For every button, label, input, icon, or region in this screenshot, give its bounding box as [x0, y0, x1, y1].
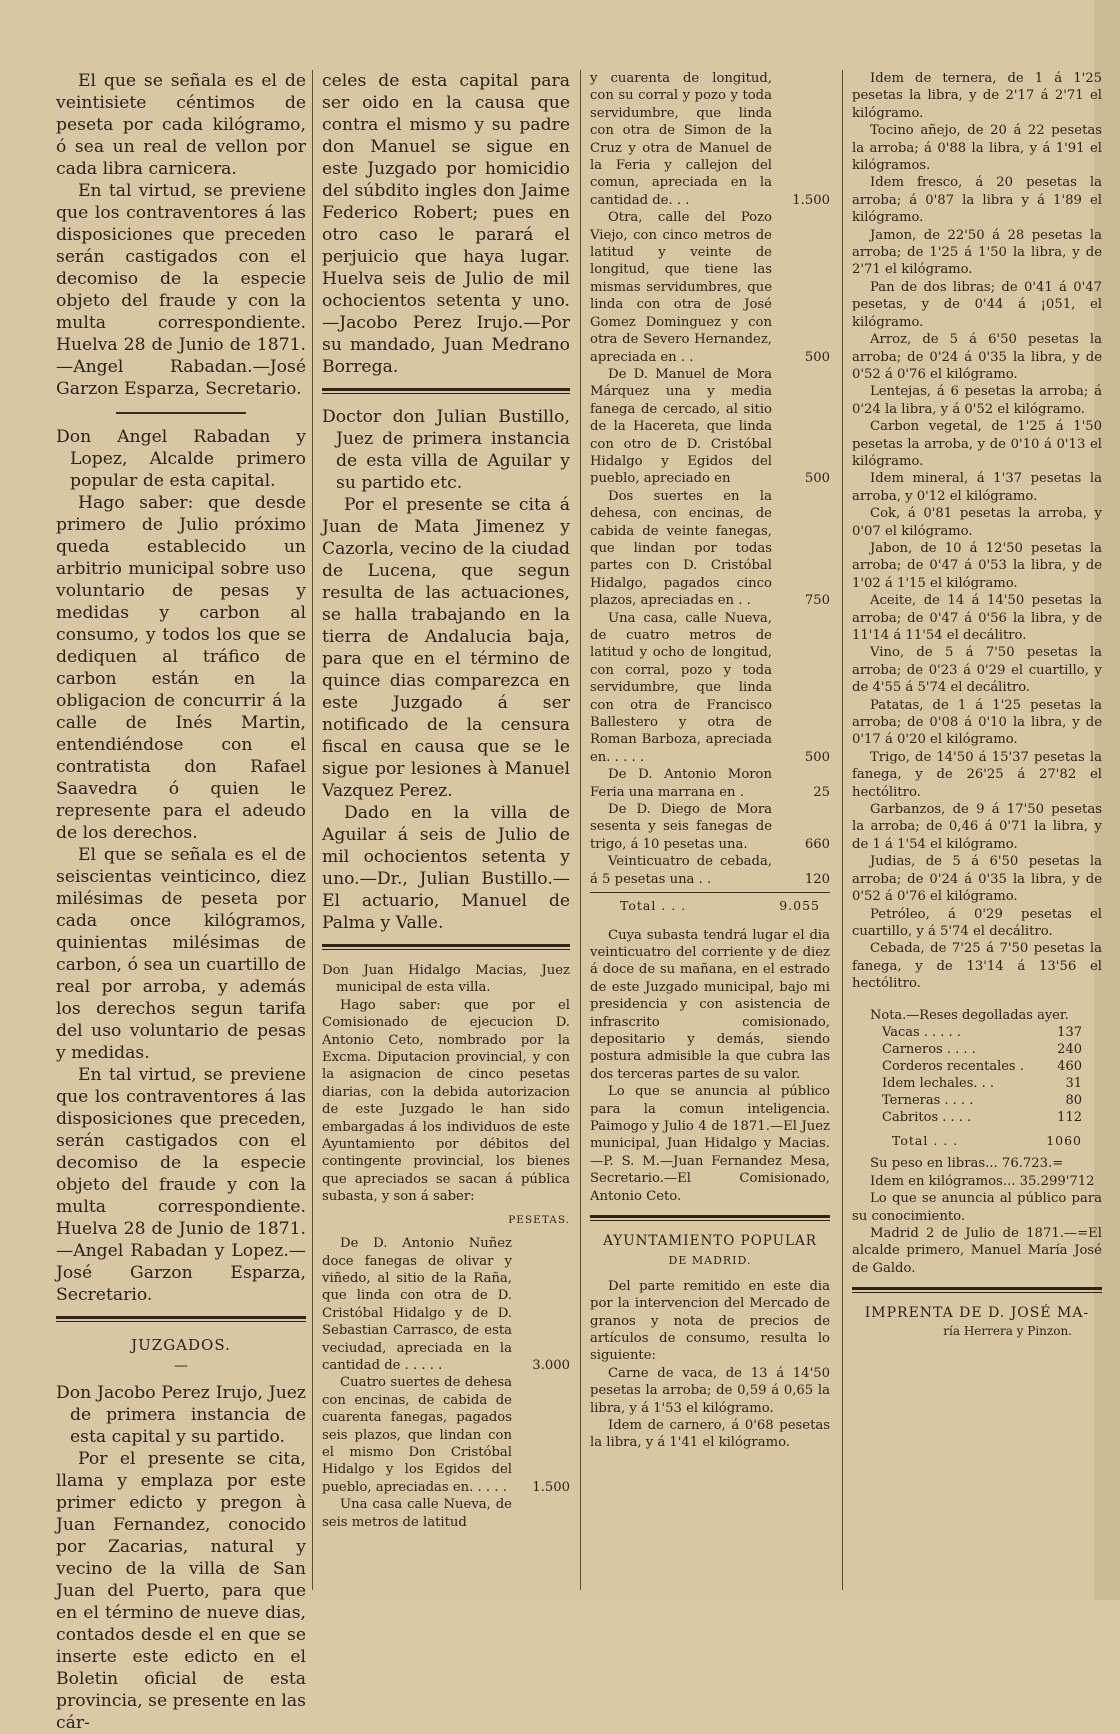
price-item: Arroz, de 5 á 6'50 pesetas la arroba; de 0'24 á 0'35 la libra, y de 0'52 á 0'76 el kilógramo. [852, 332, 1102, 382]
item-text: Cuatro suertes de dehesa con encinas, de cabida de cuarenta fanegas, pagados seis plazos, que lindan con el mismo Don Cristóbal Hidalgo y los Egidos del pueblo, apreciadas en. . . . . [322, 1375, 512, 1495]
row-label: Carneros . . . . [882, 1041, 976, 1057]
item-amount: 1.500 [532, 1479, 570, 1495]
item-amount: 500 [804, 349, 830, 365]
list-item [322, 1496, 570, 1531]
paragraph: Por el presente se cita á Juan de Mata Jimenez y Cazorla, vecino de la ciudad de Lucena, que segun resulta de las actuaciones, se halla trabajando en la tierra de Andalucia baja, para que en el término de quince dias comparezca en este Juzgado á ser notificado de la censura fiscal en causa que se le sigue por lesiones à Manuel Vazquez Perez. [322, 495, 570, 801]
list-item [590, 366, 830, 488]
section-rule [590, 1215, 830, 1221]
edict-title: Don Jacobo Perez Irujo, Juez de primera instancia de esta capital y su partido. [56, 1383, 306, 1447]
price-item: Petróleo, á 0'29 pesetas el cuartillo, y á 5'74 el decálitro. [852, 906, 1102, 939]
paragraph: Dado en la villa de Aguilar á seis de Julio de mil ochocientos setenta y uno.—Dr., Julian Bustillo.—El actuario, Manuel de Palma y Valle. [322, 803, 570, 933]
list-item [590, 610, 830, 767]
heading-dash: — [174, 1358, 188, 1374]
price-item: Idem mineral, á 1'37 pesetas la arroba, y 0'12 el kilógramo. [852, 471, 1102, 504]
column-4 [852, 70, 1102, 1585]
table-row [852, 1075, 1102, 1092]
edict-title: Don Angel Rabadan y Lopez, Alcalde primero popular de esta capital. [56, 427, 306, 491]
section-rule [322, 388, 570, 394]
column-3 [590, 70, 830, 1585]
paragraph: Por el presente se cita, llama y emplaza por este primer edicto y pregon à Juan Fernandez, conocido por Zacarias, natural y vecino de la villa de San Juan del Puerto, para que en el término de nueve dias, contados desde el en que se inserte este edicto en el Boletin oficial de esta provincia, se presente en las cár- [56, 1449, 306, 1733]
column-2 [322, 70, 570, 1585]
row-value: 137 [1057, 1024, 1082, 1040]
paragraph: Carne de vaca, de 13 á 14'50 pesetas la arroba; de 0,59 á 0,65 la libra, y á 1'53 el kilógramo. [590, 1365, 830, 1416]
paragraph: El que se señala es el de seiscientas veinticinco, diez milésimas de peseta por cada once kilógramos, quinientas milésimas de carbon, ó sea un cuartillo de real por arroba, y además los derechos segun tarifa del uso voluntario de pesas y medidas. [56, 845, 306, 1063]
total-row [852, 1126, 1102, 1155]
list-item [590, 766, 830, 801]
section-subheading: DE MADRID. [668, 1254, 752, 1268]
list-item [322, 1374, 570, 1496]
list-item [590, 853, 830, 888]
paragraph: Lo que se anuncia al público para su conocimiento. [852, 1191, 1102, 1224]
paragraph: celes de esta capital para ser oido en la causa que contra el mismo y su padre don Manuel se sigue en este Juzgado por homicidio del súbdito ingles don Jaime Federico Robert; pues en otro caso le parará el perjuicio que haya lugar. Huelva seis de Julio de mil ochocientos setenta y uno.—Jacobo Perez Irujo.—Por su mandado, Juan Medrano Borrega. [322, 71, 570, 377]
item-text: Una casa, calle Nueva, de cuatro metros de latitud y ocho de longitud, con corral, pozo y toda servidumbre, que linda con otra de Francisco Ballestero y otra de Roman Barboza, apreciada en. . . . . [590, 610, 772, 765]
price-item: Idem de ternera, de 1 á 1'25 pesetas la libra, y de 2'17 á 2'71 el kilógramo. [852, 71, 1102, 121]
price-item: Cebada, de 7'25 á 7'50 pesetas la fanega, y de 13'14 á 13'56 el hectólitro. [852, 941, 1102, 992]
price-item: Tocino añejo, de 20 á 22 pesetas la arroba; á 0'88 la libra, y á 1'91 el kilógramos. [852, 123, 1102, 174]
list-item [590, 488, 830, 610]
row-value: 112 [1057, 1109, 1082, 1125]
section-heading: JUZGADOS. [131, 1336, 231, 1354]
list-item [590, 209, 830, 366]
item-amount: 750 [804, 593, 830, 609]
item-text: De D. Manuel de Mora Márquez una y media fanega de cercado, al sitio de la Hacereta, que linda con otro de D. Cristóbal Hidalgo y Egidos del pueblo, apreciado en [590, 366, 772, 487]
item-text: Dos suertes en la dehesa, con encinas, de cabida de veinte fanegas, que lindan por todas partes con D. Cristóbal Hidalgo, pagados cinco plazos, apreciadas en . . [590, 488, 772, 609]
item-amount: 500 [804, 749, 830, 765]
paragraph: En tal virtud, se previene que los contraventores á las disposiciones que preceden serán castigados con el decomiso de la especie objeto del fraude y con la multa correspondiente. Huelva 28 de Junio de 1871.—Angel Rabadan.—José Garzon Esparza, Secretario. [56, 181, 306, 399]
price-item: Patatas, de 1 á 1'25 pesetas la arroba; de 0'08 á 0'10 la libra, y de 0'17 á 0'20 el kilógramo. [852, 697, 1102, 748]
table-row [852, 1041, 1102, 1058]
row-label: Idem lechales. . . [882, 1075, 995, 1091]
item-amount: 660 [804, 836, 830, 852]
row-label: Cabritos . . . . [882, 1109, 972, 1125]
column-rule [312, 70, 313, 1590]
table-row [852, 1024, 1102, 1041]
edict-title: Don Juan Hidalgo Macias, Juez municipal de esta villa. [322, 963, 570, 996]
weight-line: Su peso en libras... 76.723.= [870, 1156, 1064, 1172]
price-item: Trigo, de 14'50 á 15'37 pesetas la fanega, y de 26'25 á 27'82 el hectólitro. [852, 749, 1102, 800]
paragraph: Hago saber: que por el Comisionado de ejecucion D. Antonio Ceto, nombrado por la Excma. Diputacion provincial, y con la asignacion de cinco pesetas diarias, con la debida autorizacion de este Juzgado le han sido embargadas á los individuos de este Ayuntamiento por débitos del contingente provincial, los bienes que apreciados se sacan á pública subasta, y son á saber: [322, 997, 570, 1205]
pesetas-label: PESETAS. [508, 1213, 570, 1226]
separator [116, 412, 246, 414]
printer-imprint: IMPRENTA DE D. JOSÉ MA- [864, 1305, 1090, 1322]
column-1 [56, 70, 306, 1733]
item-amount: 500 [804, 471, 830, 487]
item-text: y cuarenta de longitud, con su corral y pozo y toda servidumbre, que linda con otra de Simon de la Cruz y otra de Manuel de la Feria y callejon del comun, apreciada en la cantidad de. . . [590, 71, 772, 208]
paragraph: Del parte remitido en este dia por la intervencion del Mercado de granos y nota de precios de artículos de consumo, resulta lo siguiente: [590, 1278, 830, 1364]
price-item: Carbon vegetal, de 1'25 á 1'50 pesetas la arroba, y de 0'10 á 0'13 el kilógramo. [852, 419, 1102, 469]
total-amount: 9.055 [779, 898, 820, 914]
section-rule [852, 1287, 1102, 1293]
list-item [590, 801, 830, 853]
table-row [852, 1092, 1102, 1109]
edict-title: Doctor don Julian Bustillo, Juez de primera instancia de esta villa de Aguilar y su partido etc. [322, 407, 570, 493]
row-value: 31 [1065, 1075, 1082, 1091]
section-rule [56, 1316, 306, 1322]
total-label: Total . . . [620, 898, 687, 914]
row-value: 80 [1065, 1092, 1082, 1108]
row-label: Vacas . . . . . [882, 1024, 961, 1040]
price-item: Idem fresco, á 20 pesetas la arroba; á 0'87 la libra y á 1'89 el kilógramo. [852, 175, 1102, 226]
item-text: De D. Antonio Moron Feria una marrana en . [590, 767, 772, 800]
item-text: Una casa calle Nueva, de seis metros de latitud [322, 1497, 512, 1530]
column-rule [580, 70, 581, 1590]
row-label: Corderos recentales . [882, 1058, 1024, 1074]
list-item [322, 1235, 570, 1374]
weight-line: Idem en kilógramos... 35.299'712 [870, 1173, 1095, 1189]
price-item: Jabon, de 10 á 12'50 pesetas la arroba; de 0'47 á 0'53 la libra, y de 1'02 á 1'15 el kilógramo. [852, 540, 1102, 591]
total-row [590, 892, 830, 918]
item-amount: 3.000 [532, 1357, 570, 1373]
table-row [852, 1058, 1102, 1075]
price-item: Vino, de 5 á 7'50 pesetas la arroba; de 0'23 á 0'29 el cuartillo, y de 4'55 á 5'74 el decálitro. [852, 645, 1102, 696]
item-text: De D. Diego de Mora sesenta y seis fanegas de trigo, á 10 pesetas una. [590, 802, 772, 852]
table-row [852, 1109, 1102, 1126]
paragraph: Idem de carnero, á 0'68 pesetas la libra, y á 1'41 el kilógramo. [590, 1418, 830, 1451]
price-item: Aceite, de 14 á 14'50 pesetas la arroba; de 0'47 á 0'56 la libra, y de 11'14 á 11'54 el decálitro. [852, 593, 1102, 643]
total-label: Total . . . [892, 1132, 959, 1148]
price-item: Jamon, de 22'50 á 28 pesetas la arroba; de 1'25 á 1'50 la libra, y de 2'71 el kilógramo. [852, 227, 1102, 278]
item-amount: 1.500 [792, 192, 830, 208]
item-amount: 25 [813, 784, 830, 800]
row-label: Terneras . . . . [882, 1092, 974, 1108]
section-rule [322, 944, 570, 950]
item-amount: 120 [804, 871, 830, 887]
paragraph: Hago saber: que desde primero de Julio próximo queda establecido un arbitrio municipal sobre uso voluntario de pesas y medidas y carbon al consumo, y todos los que se dediquen al tráfico de carbon están en la obligacion de concurrir á la calle de Inés Martin, entendiéndose con el contratista don Rafael Saavedra ó quien le represente para el adeudo de los derechos. [56, 493, 306, 843]
price-item: Cok, á 0'81 pesetas la arroba, y 0'07 el kilógramo. [852, 506, 1102, 539]
price-item: Lentejas, á 6 pesetas la arroba; á 0'24 la libra, y á 0'52 el kilógramo. [852, 384, 1102, 417]
column-rule [842, 70, 843, 1590]
row-value: 460 [1057, 1058, 1082, 1074]
note-heading: Nota.—Reses degolladas ayer. [870, 1007, 1069, 1023]
price-item: Judias, de 5 á 6'50 pesetas la arroba; de 0'24 á 0'35 la libra, y de 0'52 á 0'76 el kilógramo. [852, 854, 1102, 905]
price-item: Pan de dos libras; de 0'41 á 0'47 pesetas, y de 0'44 á ¡051, el kilógramo. [852, 279, 1102, 330]
paragraph: Cuya subasta tendrá lugar el dia veinticuatro del corriente y de diez á doce de su mañana, en el estrado de este Juzgado municipal, bajo mi presidencia y con asistencia de infrascrito comisionado, depositario y demás, siendo postura admisible la que cubra las dos terceras partes de su valor. [590, 927, 830, 1082]
section-heading: AYUNTAMIENTO POPULAR [603, 1233, 817, 1249]
item-text: Veinticuatro de cebada, á 5 pesetas una . . [590, 854, 772, 887]
paragraph: Lo que se anuncia al público para la comun inteligencia. Paimogo y Julio 4 de 1871.—El Juez municipal, Juan Hidalgo y Macias.—P. S. M.—Juan Fernandez Mesa, Secretario.—El Comisionado, Antonio Ceto. [590, 1084, 830, 1204]
printer-imprint-name: ría Herrera y Pinzon. [943, 1323, 1072, 1338]
paragraph: En tal virtud, se previene que los contraventores á las disposiciones que preceden, serán castigados con el decomiso de la especie objeto del fraude y con la multa correspondiente. Huelva 28 de Junio de 1871.—Angel Rabadan y Lopez.—José Garzon Esparza, Secretario. [56, 1065, 306, 1305]
row-value: 240 [1057, 1041, 1082, 1057]
paragraph: Madrid 2 de Julio de 1871.—=El alcalde primero, Manuel María José de Galdo. [852, 1225, 1102, 1276]
item-text: Otra, calle del Pozo Viejo, con cinco metros de latitud y veinte de longitud, que tiene las mismas servidumbres, que linda con otra de José Gomez Dominguez y con otra de Severo Hernandez, apreciada en . . [590, 210, 772, 365]
total-amount: 1060 [1046, 1132, 1082, 1148]
price-item: Garbanzos, de 9 á 17'50 pesetas la arroba; de 0,46 á 0'71 la libra, y de 1 á 1'54 el kilógramo. [852, 802, 1102, 852]
paragraph: El que se señala es el de veintisiete céntimos de peseta por cada kilógramo, ó sea un real de vellon por cada libra carnicera. [56, 71, 306, 179]
list-item [590, 70, 830, 209]
item-text: De D. Antonio Nuñez doce fanegas de olivar y viñedo, al sitio de la Raña, que linda con otra de D. Cristóbal Hidalgo y de D. Sebastian Carrasco, de esta veciudad, apreciada en la cantidad de . . . . . [322, 1236, 512, 1373]
